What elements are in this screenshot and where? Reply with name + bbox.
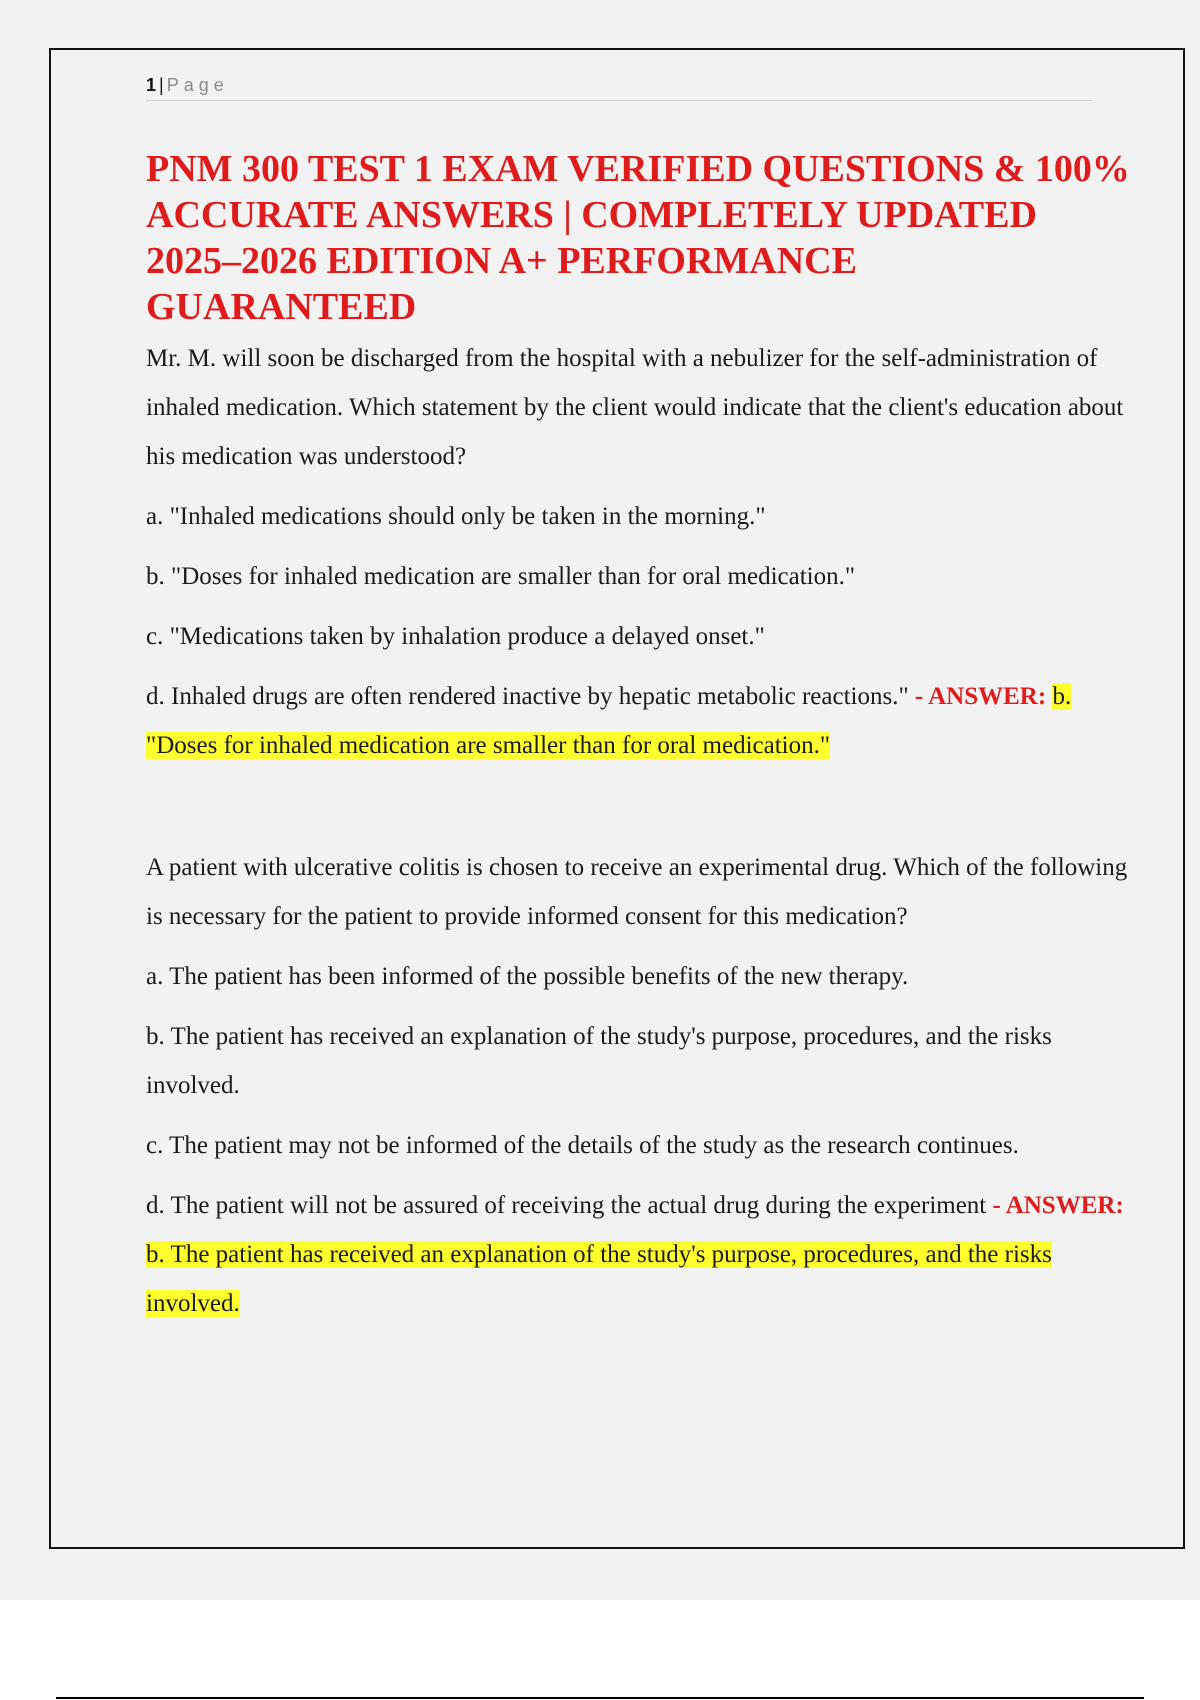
question-2-option-c: c. The patient may not be informed of the details of the study as the research continues. <box>146 1132 1019 1159</box>
question-2-option-d-with-answer <box>146 1181 1136 1328</box>
document-body <box>146 146 1136 1328</box>
page-bottom-band <box>0 1600 1200 1700</box>
document-page <box>49 48 1185 1549</box>
question-1-answer: b. "Doses for inhaled medication are smaller than for oral medication." <box>146 683 1072 759</box>
question-1-option-d: d. Inhaled drugs are often rendered inactive by hepatic metabolic reactions." <box>146 683 909 710</box>
question-1-option-d-with-answer <box>146 672 1136 770</box>
page-header <box>146 74 1092 101</box>
next-page-top-border <box>56 1697 1144 1699</box>
question-2-answer: b. The patient has received an explanation of the study's purpose, procedures, and the risks involved. <box>146 1241 1052 1317</box>
question-1-option-a: a. "Inhaled medications should only be taken in the morning." <box>146 503 766 530</box>
answer-label: ANSWER: <box>928 683 1047 710</box>
question-2-option-a: a. The patient has been informed of the possible benefits of the new therapy. <box>146 963 909 990</box>
question-2-stem: A patient with ulcerative colitis is chosen to receive an experimental drug. Which of the following is necessary for the patient to provide informed consent for this medication? <box>146 854 1128 930</box>
page-number: 1 <box>146 75 157 95</box>
answer-separator: - <box>986 1192 1006 1219</box>
answer-separator: - <box>908 683 929 710</box>
document-title: PNM 300 TEST 1 EXAM VERIFIED QUESTIONS & 100% ACCURATE ANSWERS | COMPLETELY UPDATED 2025–2026 EDITION A+ PERFORMANCE GUARANTEED <box>146 148 1130 328</box>
question-2-option-d: d. The patient will not be assured of receiving the actual drug during the experiment <box>146 1192 987 1219</box>
question-1-option-b: b. "Doses for inhaled medication are smaller than for oral medication." <box>146 563 856 590</box>
question-1-stem: Mr. M. will soon be discharged from the hospital with a nebulizer for the self-administration of inhaled medication. Which statement by the client would indicate that the client's education about his medication was understood? <box>146 345 1124 470</box>
question-2-option-b: b. The patient has received an explanation of the study's purpose, procedures, and the risks involved. <box>146 1023 1052 1099</box>
page-label: Page <box>166 75 229 95</box>
question-1-option-c: c. "Medications taken by inhalation produce a delayed onset." <box>146 623 765 650</box>
page-separator: | <box>159 75 164 95</box>
answer-label: ANSWER: <box>1005 1192 1124 1219</box>
